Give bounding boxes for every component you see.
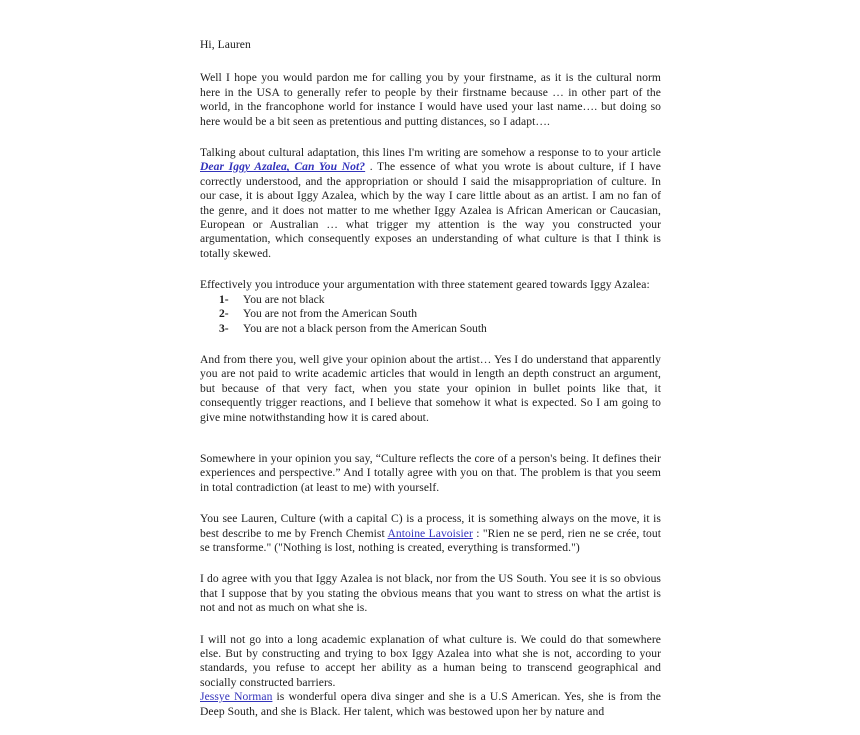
list-item <box>200 322 661 336</box>
paragraph-three-statements-intro: Effectively you introduce your argumentation with three statement geared towards Iggy Azalea: <box>200 278 650 292</box>
list-item-number: 1- <box>219 292 229 306</box>
link-antoine-lavoisier[interactable]: Antoine Lavoisier <box>387 526 473 540</box>
link-jessye-norman[interactable]: Jessye Norman <box>200 690 273 704</box>
paragraph-agree-not-black: I do agree with you that Iggy Azalea is not black, nor from the US South. You see it is so obvious that I suppose that by you stating the obvious means that you want to stress on what the artist is not and not as much on what she is. <box>200 572 661 615</box>
list-item <box>200 307 661 321</box>
paragraph-opinion-bullet-points: And from there you, well give your opinion about the artist… Yes I do understand that apparently you are not paid to write academic articles that would in length an depth construct an argument, but because of that very fact, when you state your opinion in bullet points like that, it consequently trigger reactions, and I believe that somehow it what is expected. So I am going to give mine notwithstanding how it is cared about. <box>200 352 661 424</box>
paragraph-2-text-after-link: . The essence of what you wrote is about culture, if I have correctly understood, and the appropriation or should I said the misappropriation of culture. In our case, it is about Iggy Azalea, which by the way I care little about as an artist. I am no fan of the genre, and it does not matter to me whether Iggy Azalea is African American or Caucasian, European or Australian … what trigger my attention is the way you constructed your argumentation, which consequently exposes an understanding of what culture is that I think is totally skewed. <box>200 160 661 260</box>
paragraph-intro-firstname: Well I hope you would pardon me for calling you by your firstname, as it is the cultural norm here in the USA to generally refer to people by their firstname because … in other part of the world, in the francophone world for instance I would have used your last name…. but doing so here would be a bit seen as pretentious and putting distances, so I adapt…. <box>200 71 661 128</box>
list-item <box>200 293 661 307</box>
paragraph-8-text-after-link: is wonderful opera diva singer and she is a U.S American. Yes, she is from the Deep South, and she is Black. Her talent, which was bestowed upon her by nature and <box>200 690 661 718</box>
paragraph-culture-quote: Somewhere in your opinion you say, “Culture reflects the core of a person's being. It defines their experiences and perspective.” And I totally agree with you on that. The problem is that you seem in total contradiction (at least to me) with yourself. <box>200 451 661 494</box>
list-item-label: You are not black <box>243 292 325 306</box>
paragraph-6-text-before-link: You see Lauren, Culture (with a capital C) is a process, it is something always on the move, it is best describe to me by French Chemist <box>200 512 661 540</box>
salutation-line: Hi, Lauren <box>200 38 251 51</box>
paragraph-6-text-after-link: : "Rien ne se perd, rien ne se crée, tout se transforme." ("Nothing is lost, nothing is created, everything is transformed.") <box>200 526 661 554</box>
statement-list <box>200 293 661 336</box>
list-item-label: You are not a black person from the American South <box>243 321 487 335</box>
list-item-label: You are not from the American South <box>243 307 417 321</box>
document-text-column <box>200 38 661 719</box>
paragraph-no-academic-explanation <box>200 633 661 691</box>
paragraph-cultural-adaptation <box>200 146 661 261</box>
paragraph-jessye-norman <box>200 690 661 719</box>
list-item-number: 2- <box>219 307 229 321</box>
list-item-number: 3- <box>219 321 229 335</box>
link-dear-iggy-azalea-article[interactable]: Dear Iggy Azalea, Can You Not? <box>200 160 366 174</box>
paragraph-8-line-1: I will not go into a long academic explanation of what culture is. We could do that somewhere else. But by constructing and trying to box Iggy Azalea into what she is not, according to your standards, you refuse to accept her ability as a human being to transcend geographical and socially constructed barriers. <box>200 632 661 689</box>
paragraph-2-text-before-link: Talking about cultural adaptation, this lines I'm writing are somehow a response to to your article <box>200 146 661 160</box>
paragraph-lavoisier <box>200 512 661 555</box>
